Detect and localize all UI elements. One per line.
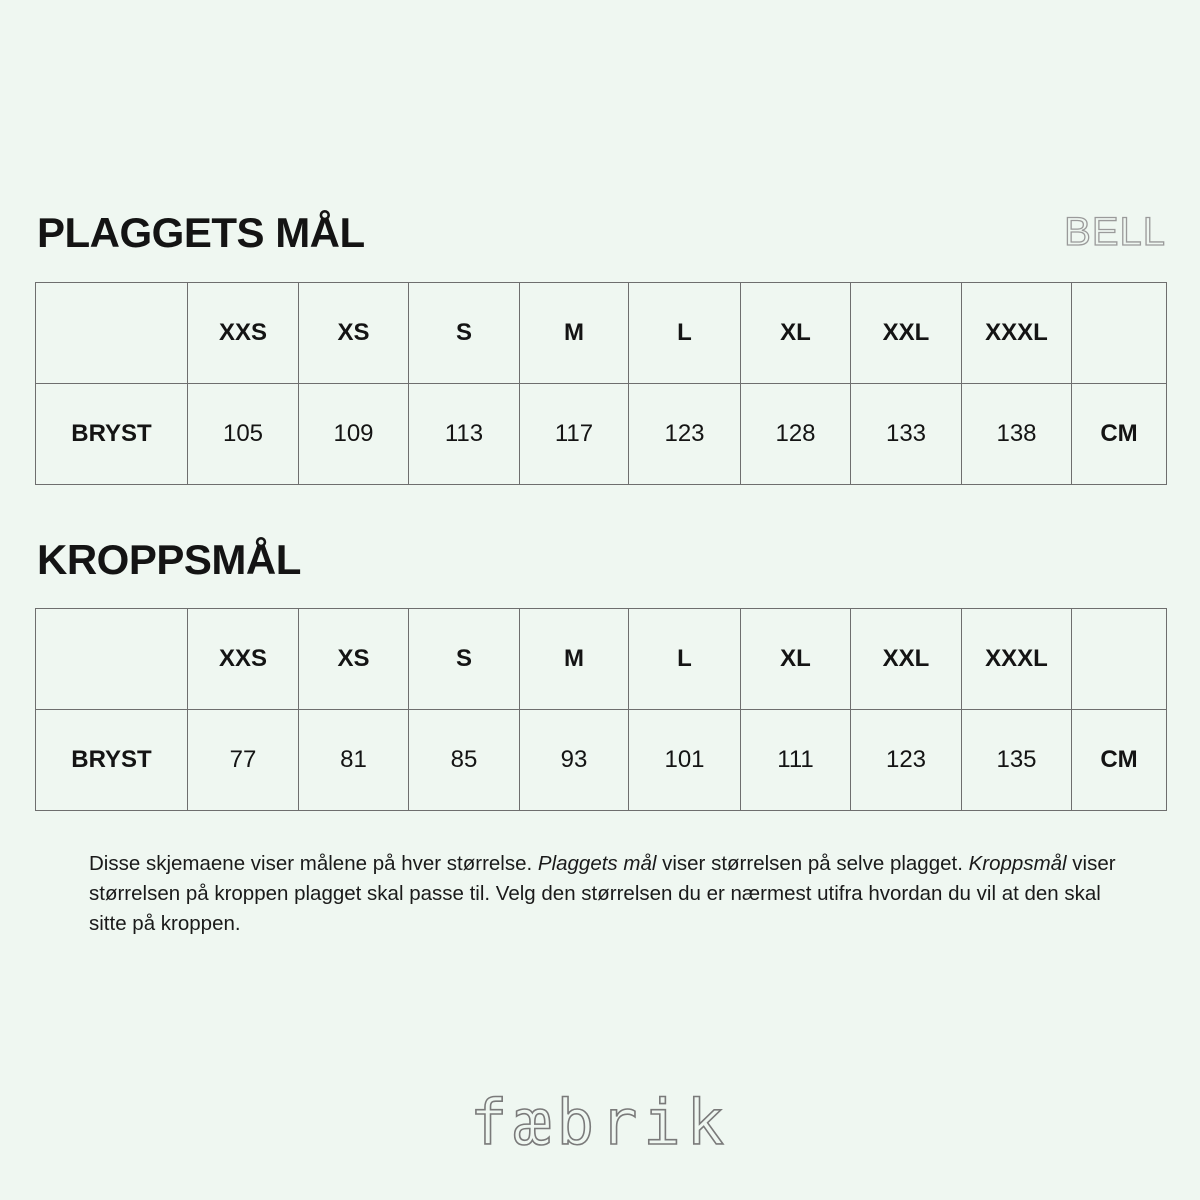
size-header-cell: L <box>629 609 741 710</box>
size-guide-description <box>89 849 1129 939</box>
measurement-value-cell: 113 <box>409 384 520 485</box>
empty-corner-cell <box>36 283 188 384</box>
unit-cell: CM <box>1072 710 1167 811</box>
measurement-value-cell: 135 <box>962 710 1072 811</box>
size-header-cell: XXXL <box>962 283 1072 384</box>
brand-logo: fæbrik <box>470 1086 730 1159</box>
description-emphasis-body: Kroppsmål <box>968 852 1067 875</box>
empty-corner-cell <box>36 609 188 710</box>
size-header-cell: M <box>520 283 629 384</box>
measurement-value-cell: 93 <box>520 710 629 811</box>
measurement-value-cell: 138 <box>962 384 1072 485</box>
measurement-value-cell: 101 <box>629 710 741 811</box>
size-header-row <box>36 609 1167 710</box>
measurement-value-cell: 85 <box>409 710 520 811</box>
size-header-cell: XXXL <box>962 609 1072 710</box>
size-header-cell: XXS <box>188 609 299 710</box>
size-header-cell: L <box>629 283 741 384</box>
product-name: BELL <box>1064 210 1166 254</box>
measurement-value-cell: 109 <box>299 384 409 485</box>
measurement-value-cell: 105 <box>188 384 299 485</box>
description-text: viser størrelsen på kroppen plagget skal passe til. Velg den størrelsen du er nærmest utifra hvordan du vil at den skal sitte på kroppen. <box>89 852 1116 935</box>
description-emphasis-garment: Plaggets mål <box>537 852 657 875</box>
measurement-value-cell: 133 <box>851 384 962 485</box>
size-header-cell: XL <box>741 283 851 384</box>
row-label-chest: BRYST <box>36 384 188 485</box>
section-title-body-measurements: KROPPSMÅL <box>37 536 301 583</box>
row-label-chest: BRYST <box>36 710 188 811</box>
body-measurements-table <box>35 608 1167 811</box>
size-header-cell: S <box>409 283 520 384</box>
description-text: viser størrelsen på selve plagget. <box>656 852 969 875</box>
empty-unit-header-cell <box>1072 283 1167 384</box>
size-header-row <box>36 283 1167 384</box>
size-header-cell: XXL <box>851 283 962 384</box>
empty-unit-header-cell <box>1072 609 1167 710</box>
measurement-value-cell: 123 <box>629 384 741 485</box>
description-text: Disse skjemaene viser målene på hver størrelse. <box>89 852 538 875</box>
size-header-cell: XXS <box>188 283 299 384</box>
size-header-cell: XL <box>741 609 851 710</box>
size-header-cell: XXL <box>851 609 962 710</box>
measurement-row <box>36 710 1167 811</box>
size-header-cell: XS <box>299 609 409 710</box>
measurement-row <box>36 384 1167 485</box>
measurement-value-cell: 123 <box>851 710 962 811</box>
measurement-value-cell: 117 <box>520 384 629 485</box>
measurement-value-cell: 128 <box>741 384 851 485</box>
section-title-garment-measurements: PLAGGETS MÅL <box>37 209 365 256</box>
measurement-value-cell: 77 <box>188 710 299 811</box>
measurement-value-cell: 81 <box>299 710 409 811</box>
measurement-value-cell: 111 <box>741 710 851 811</box>
size-header-cell: S <box>409 609 520 710</box>
garment-measurements-table <box>35 282 1167 485</box>
size-header-cell: XS <box>299 283 409 384</box>
size-header-cell: M <box>520 609 629 710</box>
unit-cell: CM <box>1072 384 1167 485</box>
